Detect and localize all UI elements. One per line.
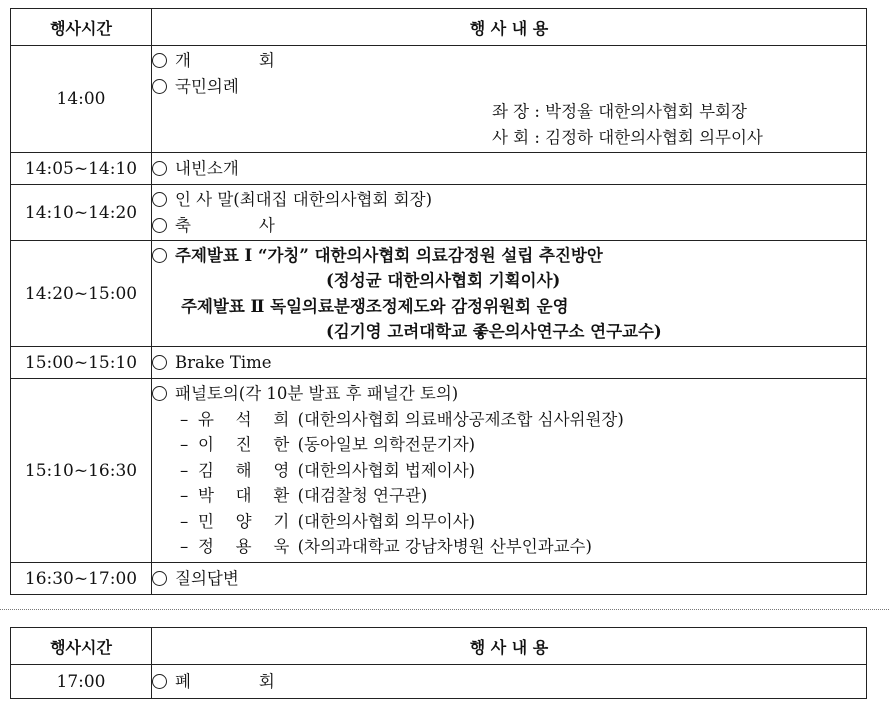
content-cell	[152, 347, 867, 379]
time-cell: 14:05~14:10	[11, 153, 152, 185]
content-cell	[152, 241, 867, 347]
content-cell	[152, 185, 867, 241]
item-text: 폐 회	[175, 671, 307, 691]
time-cell: 14:10~14:20	[11, 185, 152, 241]
closing-table	[10, 627, 867, 699]
time-cell: 17:00	[11, 665, 152, 699]
content-cell	[152, 379, 867, 563]
panelist-name: 민 양 기	[198, 511, 298, 531]
item-text: Brake Time	[175, 352, 272, 372]
schedule-table	[10, 8, 867, 595]
panelist-name: 이 진 한	[198, 435, 298, 455]
circle-bullet-icon	[152, 355, 167, 370]
header-time: 행사시간	[11, 628, 152, 665]
content-cell	[152, 153, 867, 185]
item-text: 축 사	[175, 215, 307, 235]
circle-bullet-icon	[152, 53, 167, 68]
header-row	[11, 628, 867, 665]
panelist-affiliation: (대한의사협회 법제이사)	[297, 460, 476, 480]
circle-bullet-icon	[152, 674, 167, 689]
panelist: – 유 석 희(대한의사협회 의료배상공제조합 심사위원장)	[180, 409, 624, 429]
presentation-title: 주제발표 Ⅰ “가칭” 대한의사협회 의료감정원 설립 추진방안	[175, 245, 603, 265]
panelist-affiliation: (차의과대학교 강남차병원 산부인과교수)	[297, 537, 592, 557]
table-row	[11, 379, 867, 563]
item-text: 인 사 말(최대집 대한의사협회 회장)	[175, 190, 432, 209]
panelist-affiliation: (대한의사협회 의무이사)	[297, 511, 476, 531]
table-row	[11, 347, 867, 379]
table-row	[11, 46, 867, 153]
panelist-name: 정 용 욱	[198, 537, 298, 557]
item-text: 패널토의(각 10분 발표 후 패널간 토의)	[175, 384, 459, 404]
content-cell	[152, 665, 867, 699]
header-content: 행 사 내 용	[152, 628, 867, 665]
table-row	[11, 185, 867, 241]
panelist: – 박 대 환(대검찰청 연구관)	[180, 486, 428, 506]
content-cell	[152, 46, 867, 153]
item-text: 내빈소개	[175, 158, 239, 178]
header-time: 행사시간	[11, 9, 152, 46]
panelist-affiliation: (대한의사협회 의료배상공제조합 심사위원장)	[297, 409, 624, 429]
circle-bullet-icon	[152, 218, 167, 233]
time-cell: 15:10~16:30	[11, 379, 152, 563]
moderator-line: 사 회 : 김정하 대한의사협회 의무이사	[492, 127, 763, 147]
circle-bullet-icon	[152, 79, 167, 94]
panelist-name: 박 대 환	[198, 486, 298, 506]
page-break-divider	[0, 609, 889, 610]
time-cell: 15:00~15:10	[11, 347, 152, 379]
panelist-name: 유 석 희	[198, 409, 298, 429]
circle-bullet-icon	[152, 248, 167, 263]
circle-bullet-icon	[152, 192, 167, 207]
time-cell: 14:20~15:00	[11, 241, 152, 347]
panelist: – 정 용 욱(차의과대학교 강남차병원 산부인과교수)	[180, 537, 592, 557]
table-row	[11, 563, 867, 595]
panelist-affiliation: (대검찰청 연구관)	[297, 486, 428, 506]
header-row	[11, 9, 867, 46]
item-text: 국민의례	[175, 76, 239, 96]
panelist: – 김 해 영(대한의사협회 법제이사)	[180, 460, 476, 480]
panelist-name: 김 해 영	[198, 460, 298, 480]
chair-line: 좌 장 : 박정율 대한의사협회 부회장	[492, 102, 747, 121]
time-cell: 14:00	[11, 46, 152, 153]
panelist-affiliation: (동아일보 의학전문기자)	[297, 435, 476, 455]
header-content: 행 사 내 용	[152, 9, 867, 46]
table-row	[11, 153, 867, 185]
presentation-title: 주제발표 Ⅱ 독일의료분쟁조정제도와 감정위원회 운영	[181, 296, 569, 316]
time-cell: 16:30~17:00	[11, 563, 152, 595]
circle-bullet-icon	[152, 161, 167, 176]
content-cell	[152, 563, 867, 595]
table-row	[11, 665, 867, 699]
panelist: – 민 양 기(대한의사협회 의무이사)	[180, 511, 476, 531]
circle-bullet-icon	[152, 386, 167, 401]
table-row	[11, 241, 867, 347]
presentation-speaker: (김기영 고려대학교 좋은의사연구소 연구교수)	[326, 322, 662, 341]
presentation-speaker: (정성균 대한의사협회 기획이사)	[326, 271, 561, 290]
item-text: 개 회	[175, 51, 307, 70]
circle-bullet-icon	[152, 571, 167, 586]
item-text: 질의답변	[175, 568, 239, 588]
panelist: – 이 진 한(동아일보 의학전문기자)	[180, 435, 476, 455]
